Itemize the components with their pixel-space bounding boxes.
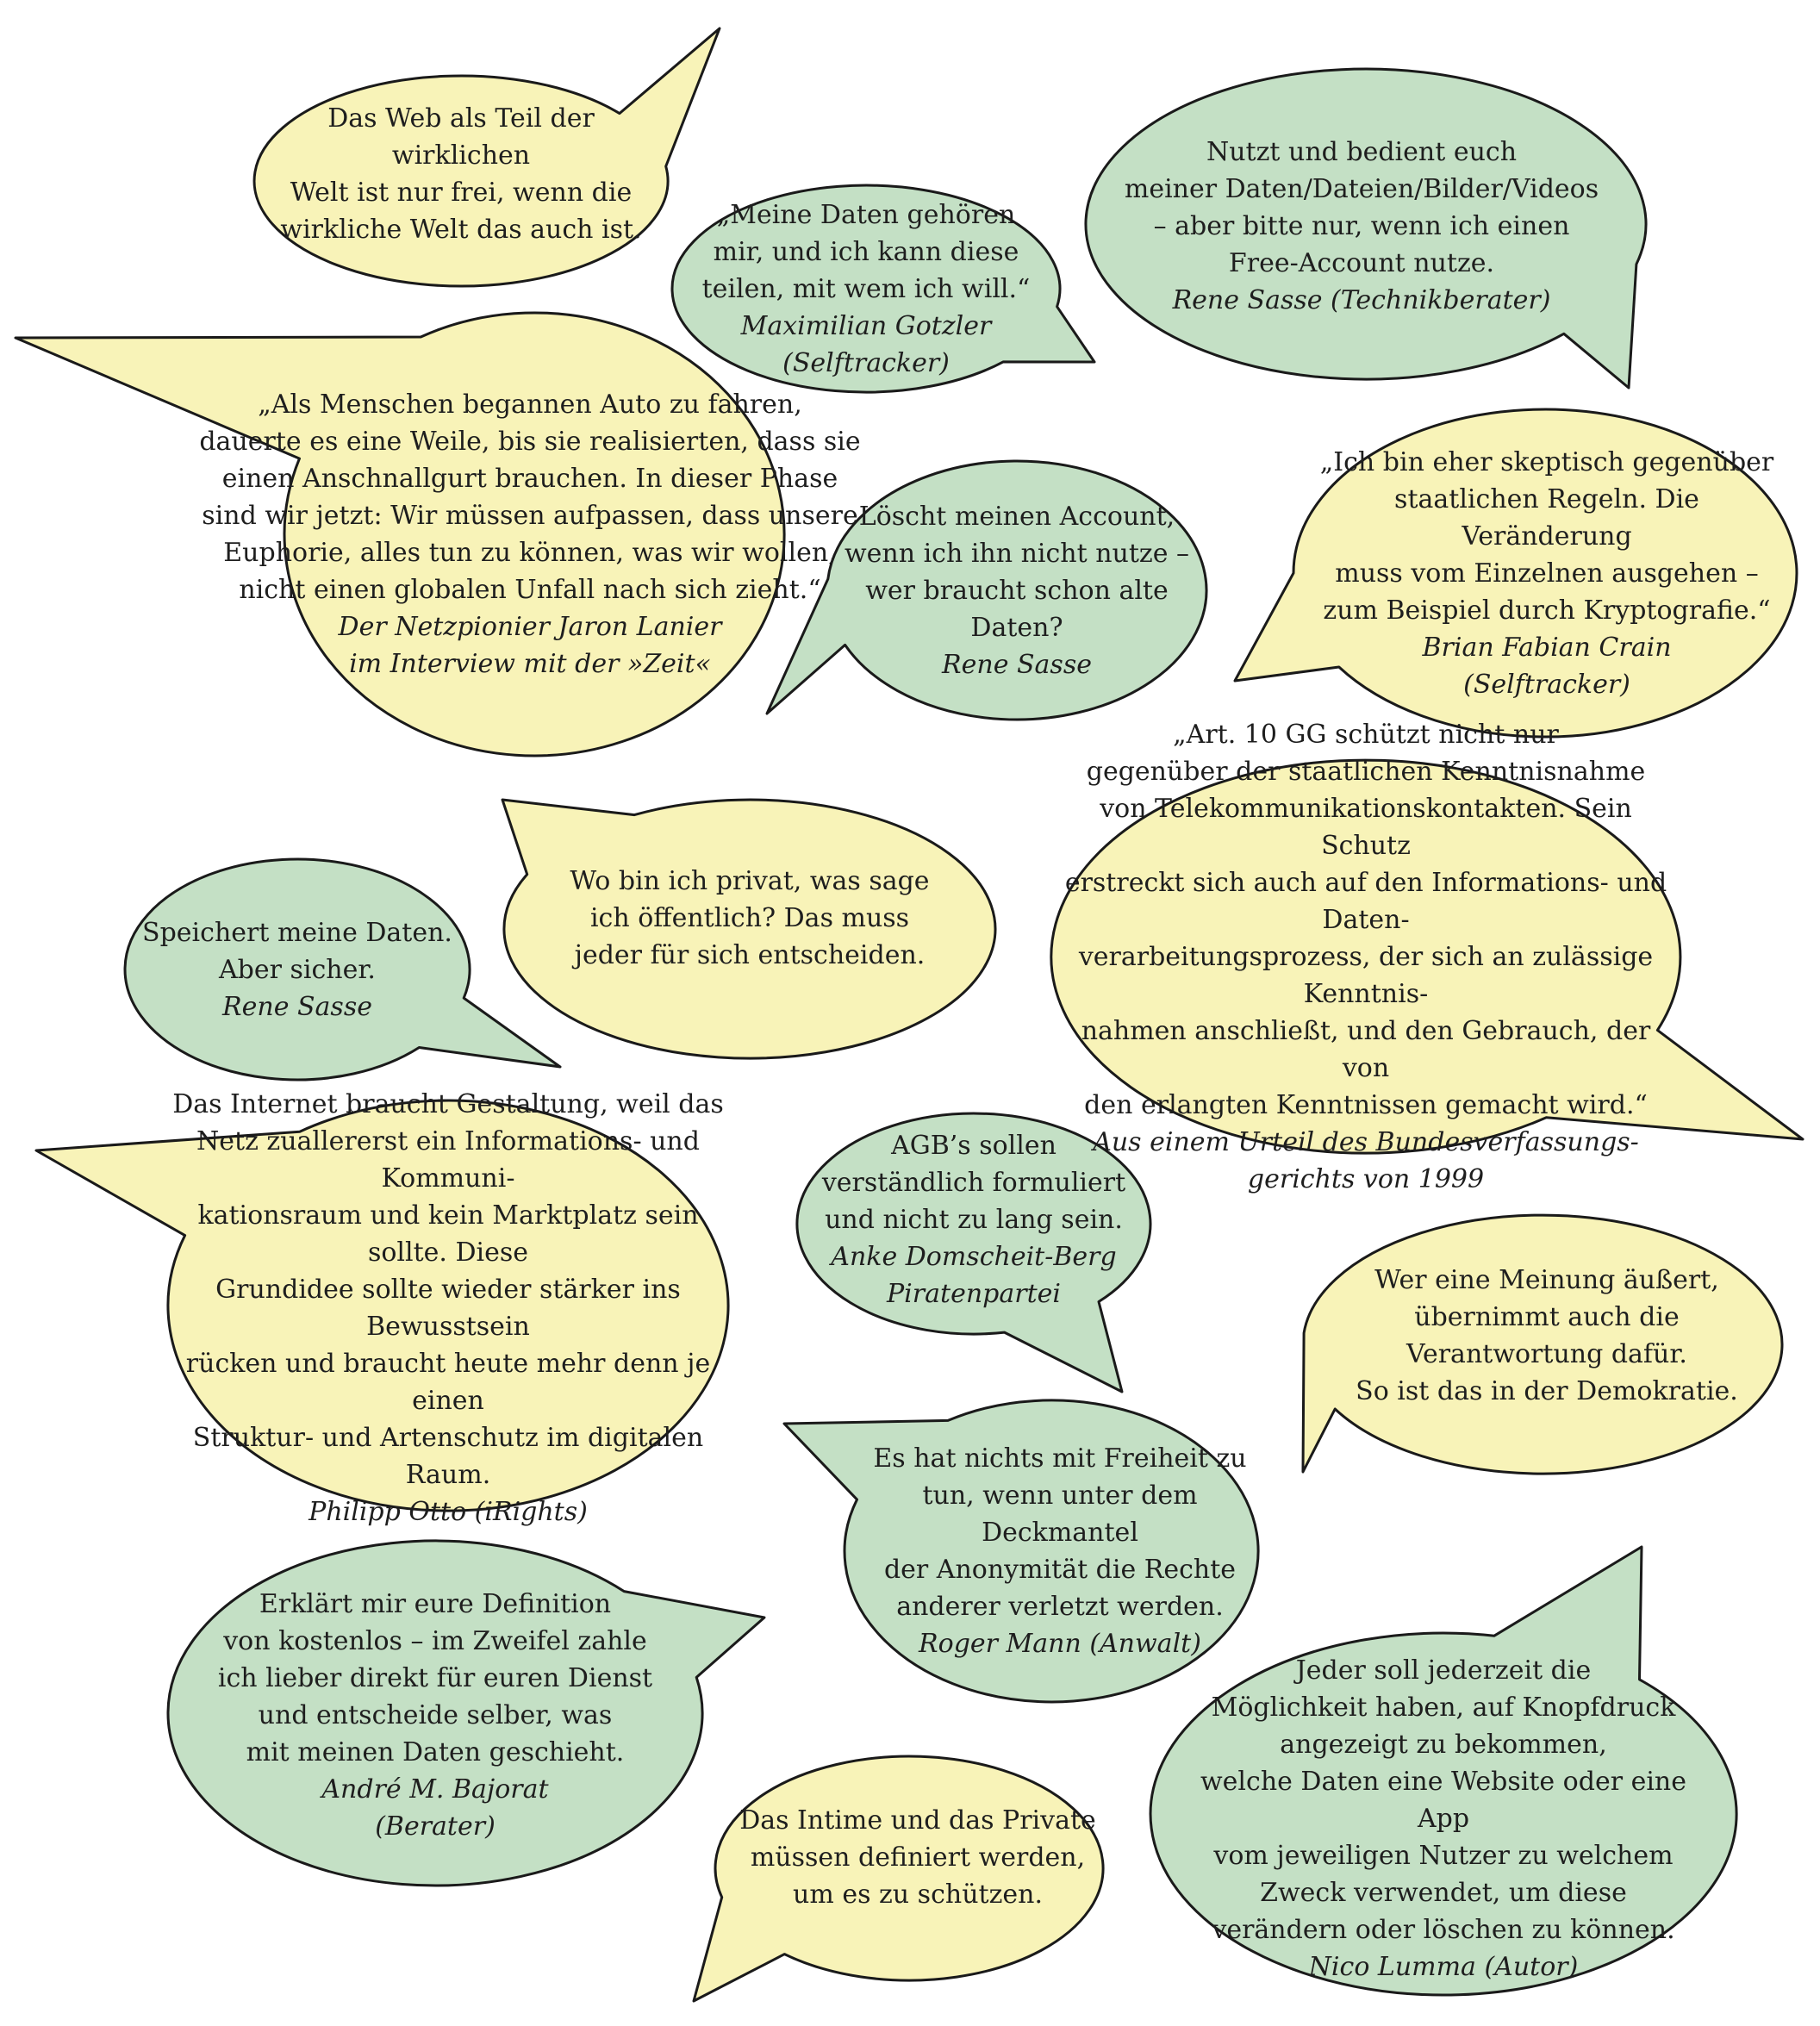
bubble-quote: Das Web als Teil der wirklichen Welt ist nur frei, wenn die wirkliche Welt das auch ist.	[280, 103, 642, 245]
bubble-quote: Wer eine Meinung äußert, übernimmt auch die Verantwortung dafür. So ist das in der Demokratie.	[1356, 1265, 1738, 1406]
bubble-author: Rene Sasse (Technikberater)	[1172, 284, 1551, 315]
bubble-quote: „Als Menschen begannen Auto zu fahren, dauerte es eine Weile, bis sie realisierten, dass sie einen Anschnallgurt brauchen. In dieser Phase sind wir jetzt: Wir müssen aufpassen, dass unsere Euphorie, alles tun zu können, was wir wollen, nicht einen globalen Unfall nach sich zieht.“	[199, 390, 861, 605]
bubble-text-intimate	[737, 1802, 1099, 1913]
bubble-quote: AGB’s sollen verständlich formuliert und nicht zu lang sein.	[821, 1130, 1126, 1235]
bubble-author: Philipp Otto (iRights)	[309, 1497, 588, 1527]
bubble-text-mann	[862, 1440, 1258, 1662]
bubble-quote: „Art. 10 GG schützt nicht nur gegenüber der staatlichen Kenntnisnahme von Telekommunikationskontakten. Sein Schutz erstreckt sich auch auf den Informations- und Daten- verarbeitungsprozess, der sich an zulässige Kenntnis- nahmen anschließt, und den Gebrauch, der von den erlangten Kenntnissen gemacht wird.“	[1064, 719, 1667, 1120]
bubble-quote: Nutzt und bedient euch meiner Daten/Dateien/Bilder/Videos – aber bitte nur, wenn ich einen Free-Account nutze.	[1124, 136, 1599, 278]
bubble-quote: Das Internet braucht Gestaltung, weil das Netz zuallererst ein Informations- und Kommuni- kationsraum und kein Marktplatz sein sollte. Diese Grundidee sollte wieder stärker ins Bewusstsein rücken und braucht heute mehr denn je einen Struktur- und Artenschutz im digitalen Raum.	[172, 1089, 724, 1490]
bubble-text-sasse-store	[142, 914, 452, 1025]
bubble-text-gotzler	[685, 196, 1047, 382]
bubble-text-bajorat	[211, 1586, 659, 1845]
bubble-text-sasse-free-account	[1120, 134, 1603, 319]
bubble-text-web-freedom	[263, 100, 659, 248]
bubble-text-crain	[1306, 444, 1788, 703]
bubble-author: Anke Domscheit-Berg Piratenpartei	[831, 1241, 1117, 1309]
bubble-quote: Löscht meinen Account, wenn ich ihn nicht nutze – wer braucht schon alte Daten?	[844, 501, 1190, 643]
bubble-text-lanier	[185, 386, 875, 683]
bubble-author: Aus einem Urteil des Bundesverfassungs- gerichts von 1999	[1093, 1126, 1639, 1194]
bubble-text-domscheit-berg	[810, 1127, 1138, 1312]
bubble-quote: Das Intime und das Private müssen definiert werden, um es zu schützen.	[739, 1805, 1096, 1910]
bubble-text-bverfg	[1056, 716, 1676, 1198]
bubble-author: Maximilian Gotzler (Selftracker)	[740, 310, 992, 378]
bubble-author: Brian Fabian Crain (Selftracker)	[1422, 632, 1672, 700]
bubble-quote: Es hat nichts mit Freiheit zu tun, wenn unter dem Deckmantel der Anonymität die Rechte anderer verletzt werden.	[873, 1443, 1247, 1622]
bubble-quote: Speichert meine Daten. Aber sicher.	[142, 917, 452, 985]
bubble-quote: Wo bin ich privat, was sage ich öffentlich? Das muss jeder für sich entscheiden.	[570, 865, 930, 970]
bubble-quote: Jeder soll jederzeit die Möglichkeit haben, auf Knopfdruck angezeigt zu bekommen, welche Daten eine Website oder eine App vom jeweiligen Nutzer zu welchem Zweck verwendet, um diese verändern oder löschen zu können.	[1200, 1655, 1686, 1945]
bubble-author: Der Netzpionier Jaron Lanier im Interview mit der »Zeit«	[338, 612, 722, 679]
bubble-text-democracy	[1331, 1262, 1762, 1410]
bubble-text-sasse-delete	[836, 498, 1198, 683]
bubble-author: Roger Mann (Anwalt)	[919, 1629, 1201, 1659]
bubble-quote: „Ich bin eher skeptisch gegenüber staatlichen Regeln. Die Veränderung muss vom Einzelnen ausgehen – zum Beispiel durch Kryptografie.“	[1319, 446, 1774, 626]
bubble-author: Nico Lumma (Autor)	[1308, 1951, 1579, 1982]
bubble-text-lumma	[1176, 1652, 1711, 1985]
bubble-author: André M. Bajorat (Berater)	[321, 1774, 549, 1842]
bubble-quote: „Meine Daten gehören mir, und ich kann diese teilen, mit wem ich will.“	[701, 199, 1031, 304]
bubble-author: Rene Sasse	[942, 649, 1092, 680]
bubble-author: Rene Sasse	[222, 991, 372, 1022]
bubble-text-private-public	[556, 863, 944, 974]
bubble-quote: Erklärt mir eure Definition von kostenlos – im Zweifel zahle ich lieber direkt für euren Dienst und entscheide selber, was mit meinen Daten geschieht.	[217, 1588, 653, 1767]
bubble-text-otto	[164, 1086, 732, 1530]
